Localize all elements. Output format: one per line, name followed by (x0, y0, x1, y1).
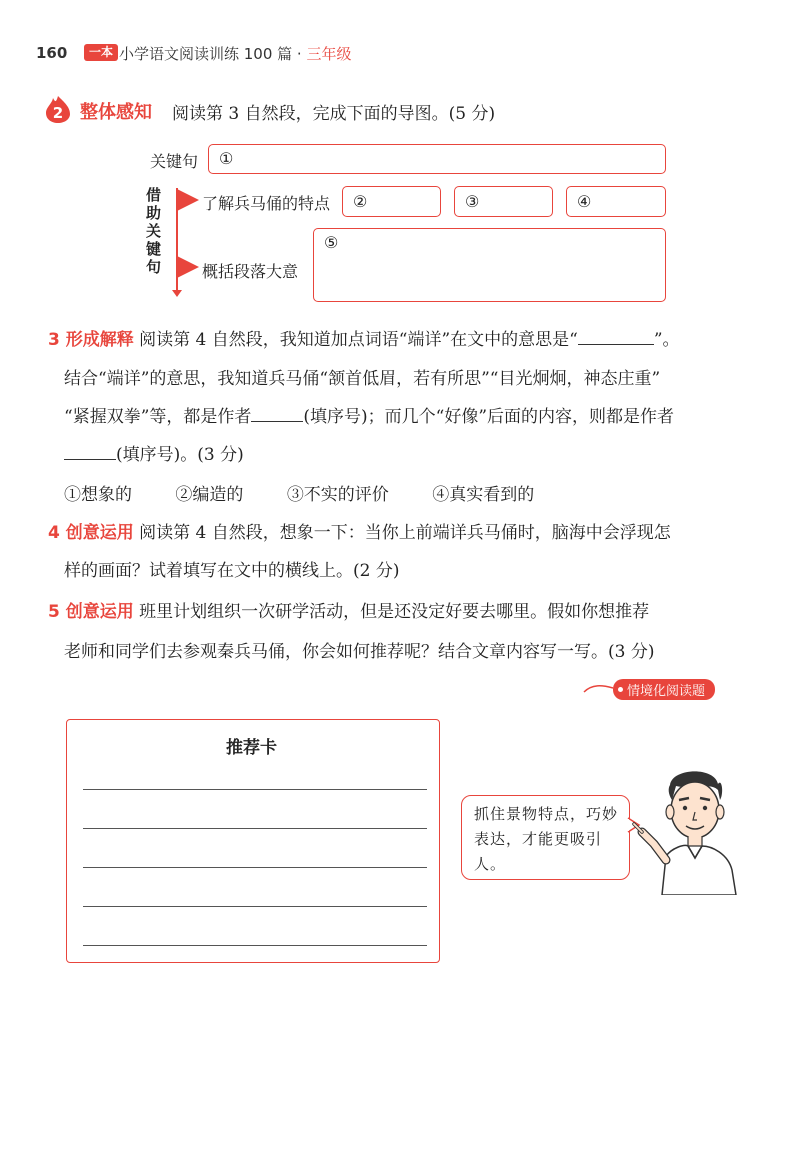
summary-box[interactable] (313, 228, 666, 302)
flame-number-icon (44, 95, 72, 123)
q3-text: ”。 (653, 330, 680, 350)
arrow-right-icon (177, 189, 199, 211)
box-number: ② (353, 192, 368, 211)
bullet-dot-icon (618, 687, 623, 692)
writing-line[interactable] (83, 789, 427, 790)
q3-text: (填序号)。(3 分) (116, 445, 244, 465)
writing-line[interactable] (83, 906, 427, 907)
q3-text: (填序号)；而几个“好像”后面的内容，则都是作者 (303, 407, 675, 427)
swoosh-decoration (582, 681, 614, 695)
page-number: 160 (36, 44, 68, 62)
writing-line[interactable] (83, 945, 427, 946)
writing-line[interactable] (83, 867, 427, 868)
situational-reading-badge: 情境化阅读题 (613, 679, 715, 700)
boy-illustration (632, 760, 742, 895)
vertical-char: 关 (146, 222, 162, 240)
q5-line-2: 老师和同学们去参观秦兵马俑，你会如何推荐呢？结合文章内容写一写。(3 分) (64, 642, 655, 662)
box-number: ④ (577, 192, 592, 211)
answer-blank[interactable] (578, 330, 654, 345)
option: ②编造的 (175, 485, 244, 505)
q3-tag: 3 形成解释 (48, 330, 134, 350)
option: ④真实看到的 (432, 485, 535, 505)
option: ①想象的 (64, 485, 132, 505)
q2-tag: 整体感知 (80, 102, 152, 123)
brand-badge: 一本 (84, 44, 118, 61)
q3-line-2: 结合“端详”的意思，我知道兵马俑“颔首低眉，若有所思”“目光炯炯，神态庄重” (64, 369, 661, 389)
summary-label: 概括段落大意 (202, 262, 299, 281)
q4-line-1 (48, 518, 671, 543)
q2-number: 2 (52, 104, 64, 122)
q3-text: “紧握双拳”等，都是作者 (64, 407, 252, 427)
keyword-box-number: ① (219, 149, 234, 168)
card-title: 推荐卡 (226, 738, 277, 758)
answer-blank[interactable] (64, 445, 116, 460)
grade-label: 三年级 (306, 45, 352, 63)
arrow-down-icon (172, 290, 182, 297)
q5-text: 班里计划组织一次研学活动，但是还没定好要去哪里。假如你想推荐 (139, 602, 650, 622)
bubble-text: 抓住景物特点，巧妙表达，才能更吸引人。 (474, 805, 619, 873)
vertical-char: 借 (146, 186, 162, 204)
q3-line-3 (64, 402, 674, 427)
q2-prompt: 阅读第 3 自然段，完成下面的导图。(5 分) (172, 104, 496, 124)
feature-label: 了解兵马俑的特点 (202, 194, 331, 213)
keyword-answer-box[interactable] (208, 144, 666, 174)
box-number: ③ (465, 192, 480, 211)
writing-line[interactable] (83, 828, 427, 829)
box-number: ⑤ (324, 233, 339, 252)
option: ③不实的评价 (286, 485, 389, 505)
q4-line-2: 样的画面？试着填写在文中的横线上。(2 分) (64, 561, 400, 581)
keyword-label: 关键句 (150, 152, 199, 171)
feature-box-2[interactable] (342, 186, 441, 217)
q5-tag: 5 创意运用 (48, 602, 134, 622)
feature-box-3[interactable] (454, 186, 553, 217)
q4-text: 阅读第 4 自然段，想象一下：当你上前端详兵马俑时，脑海中会浮现怎 (139, 523, 671, 543)
book-title (119, 43, 352, 64)
q5-line-1 (48, 597, 649, 622)
vertical-char: 助 (146, 204, 162, 222)
book-title-text: 小学语文阅读训练 100 篇 · (119, 45, 307, 63)
feature-box-4[interactable] (566, 186, 666, 217)
q4-tag: 4 创意运用 (48, 523, 134, 543)
vertical-char: 键 (146, 240, 162, 258)
q3-text: 阅读第 4 自然段，我知道加点词语“端详”在文中的意思是“ (139, 330, 578, 350)
vertical-label (146, 186, 166, 276)
q3-options (64, 480, 572, 505)
answer-blank[interactable] (251, 407, 303, 422)
q3-line-4 (64, 440, 244, 465)
vertical-char: 句 (146, 258, 162, 276)
arrow-right-icon (177, 256, 199, 278)
q3-line-1 (48, 325, 680, 350)
